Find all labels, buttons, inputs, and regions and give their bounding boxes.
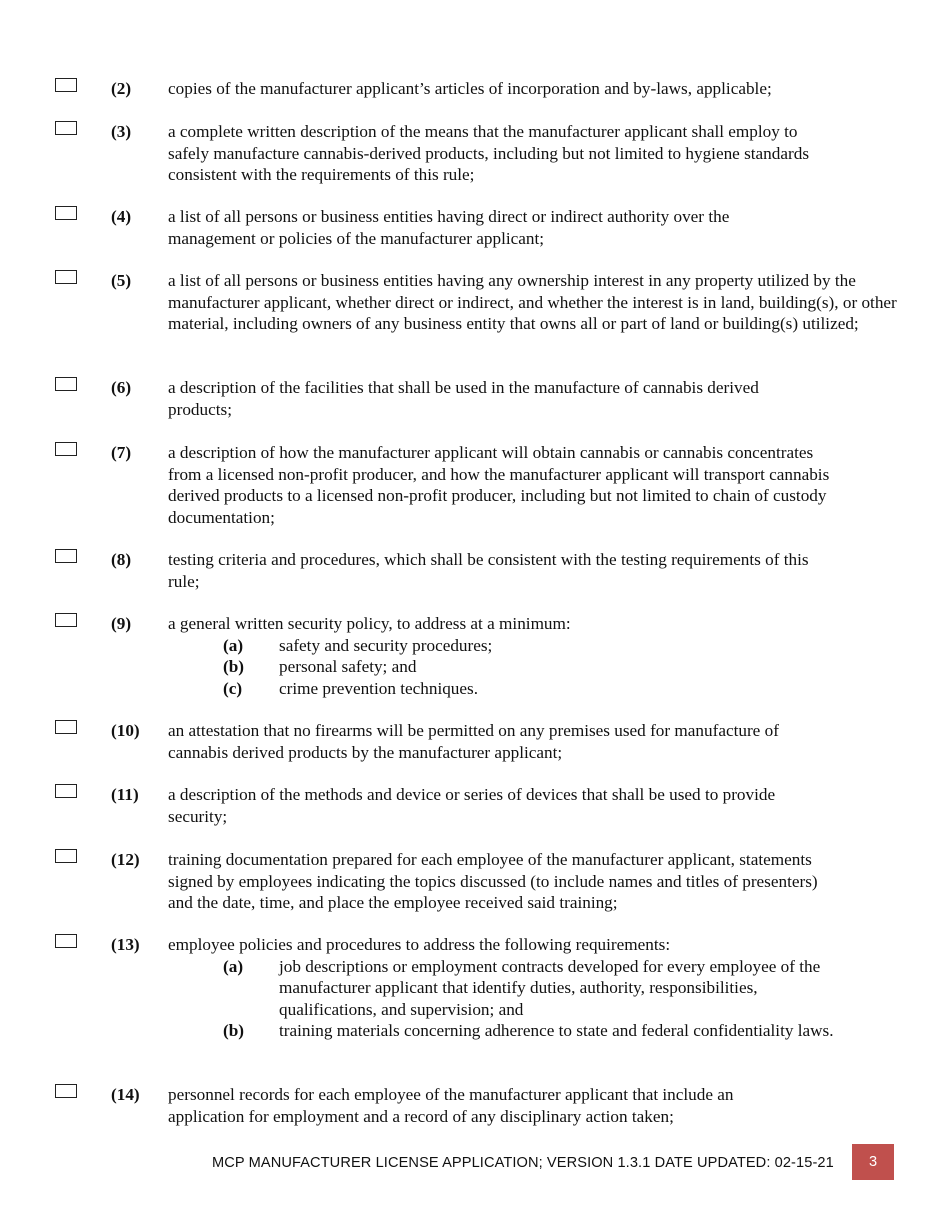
item-text: employee policies and procedures to address the following requirements:: [168, 935, 671, 954]
subitem-text: training materials concerning adherence to state and federal confidentiality laws.: [279, 1021, 834, 1041]
page-number-badge: 3: [852, 1144, 894, 1180]
subitem-letter: (a): [223, 635, 244, 655]
item-text: a list of all persons or business entities having direct or indirect authority over the management or policies of the manufacturer applicant;: [168, 207, 730, 248]
item-text: a description of the facilities that shall be used in the manufacture of cannabis derived products;: [168, 378, 759, 419]
checkbox[interactable]: [55, 1084, 77, 1098]
checkbox[interactable]: [55, 270, 77, 284]
checkbox[interactable]: [55, 934, 77, 948]
item-number: (8): [111, 550, 132, 569]
item-number: (12): [111, 850, 140, 869]
item-text: a complete written description of the means that the manufacturer applicant shall employ to safely manufacture cannabis-derived products, including but not limited to hygiene standards consistent with the requirements of this rule;: [168, 122, 810, 185]
item-number: (5): [111, 271, 132, 290]
subitem-letter: (a): [223, 956, 244, 976]
item-text: a list of all persons or business entities having any ownership interest in any property utilized by the manufacturer applicant, whether direct or indirect, and whether the interest is in land, building(s), or other material, including owners of any business entity that owns all or part of land or building(s) utilized;: [168, 271, 897, 334]
subitem-letter: (b): [223, 657, 245, 677]
item-text: personnel records for each employee of the manufacturer applicant that include an application for employment and a record of any disciplinary action taken;: [168, 1085, 734, 1126]
subitem-text: personal safety; and: [279, 657, 417, 677]
subitem: [168, 656, 888, 678]
item-number: (4): [111, 207, 132, 226]
item-text: copies of the manufacturer applicant’s articles of incorporation and by-laws, applicable;: [168, 79, 772, 98]
item-number: (3): [111, 122, 132, 141]
item-text: a description of how the manufacturer applicant will obtain cannabis or cannabis concentrates from a licensed non-profit producer, and how the manufacturer applicant will transport cannabis derived products to a licensed non-profit producer, including but not limited to chain of custody documentation;: [168, 443, 830, 527]
item-number: (9): [111, 614, 132, 633]
item-number: (6): [111, 378, 132, 397]
subitem-letter: (b): [223, 1021, 245, 1041]
checkbox[interactable]: [55, 121, 77, 135]
footer-title: MCP MANUFACTURER LICENSE APPLICATION; VERSION 1.3.1 DATE UPDATED: 02-15-21: [212, 1155, 834, 1171]
subitem: [168, 635, 888, 657]
checkbox[interactable]: [55, 442, 77, 456]
checkbox[interactable]: [55, 613, 77, 627]
item-number: (13): [111, 935, 140, 954]
item-number: (11): [111, 785, 139, 804]
subitem-text: job descriptions or employment contracts developed for every employee of the manufacturer applicant that identify duties, authority, responsibilities, qualifications, and supervision; and: [279, 956, 821, 1019]
checkbox[interactable]: [55, 206, 77, 220]
subitem: [168, 956, 888, 1021]
item-number: (14): [111, 1085, 140, 1104]
item-text: a general written security policy, to address at a minimum:: [168, 614, 571, 633]
checkbox[interactable]: [55, 377, 77, 391]
item-text: an attestation that no firearms will be permitted on any premises used for manufacture of cannabis derived products by the manufacturer applicant;: [168, 721, 779, 762]
item-number: (10): [111, 721, 140, 740]
subitem-text: crime prevention techniques.: [279, 678, 479, 698]
subitem-text: safety and security procedures;: [279, 635, 493, 655]
subitem-letter: (c): [223, 678, 243, 698]
checkbox[interactable]: [55, 720, 77, 734]
item-body: [168, 613, 888, 699]
subitem: [168, 678, 888, 700]
page-footer: [0, 1144, 950, 1180]
item-text: a description of the methods and device or series of devices that shall be used to provide security;: [168, 785, 776, 826]
item-number: (7): [111, 443, 132, 462]
item-text: testing criteria and procedures, which shall be consistent with the testing requirements of this rule;: [168, 550, 809, 591]
checkbox[interactable]: [55, 549, 77, 563]
item-number: (2): [111, 79, 132, 98]
item-body: [168, 934, 888, 1042]
item-text: training documentation prepared for each employee of the manufacturer applicant, statements signed by employees indicating the topics discussed (to include names and titles of presenters) and the date, time, and place the employee received said training;: [168, 850, 818, 913]
checkbox[interactable]: [55, 78, 77, 92]
subitem: [168, 1020, 888, 1042]
checkbox[interactable]: [55, 784, 77, 798]
checkbox[interactable]: [55, 849, 77, 863]
